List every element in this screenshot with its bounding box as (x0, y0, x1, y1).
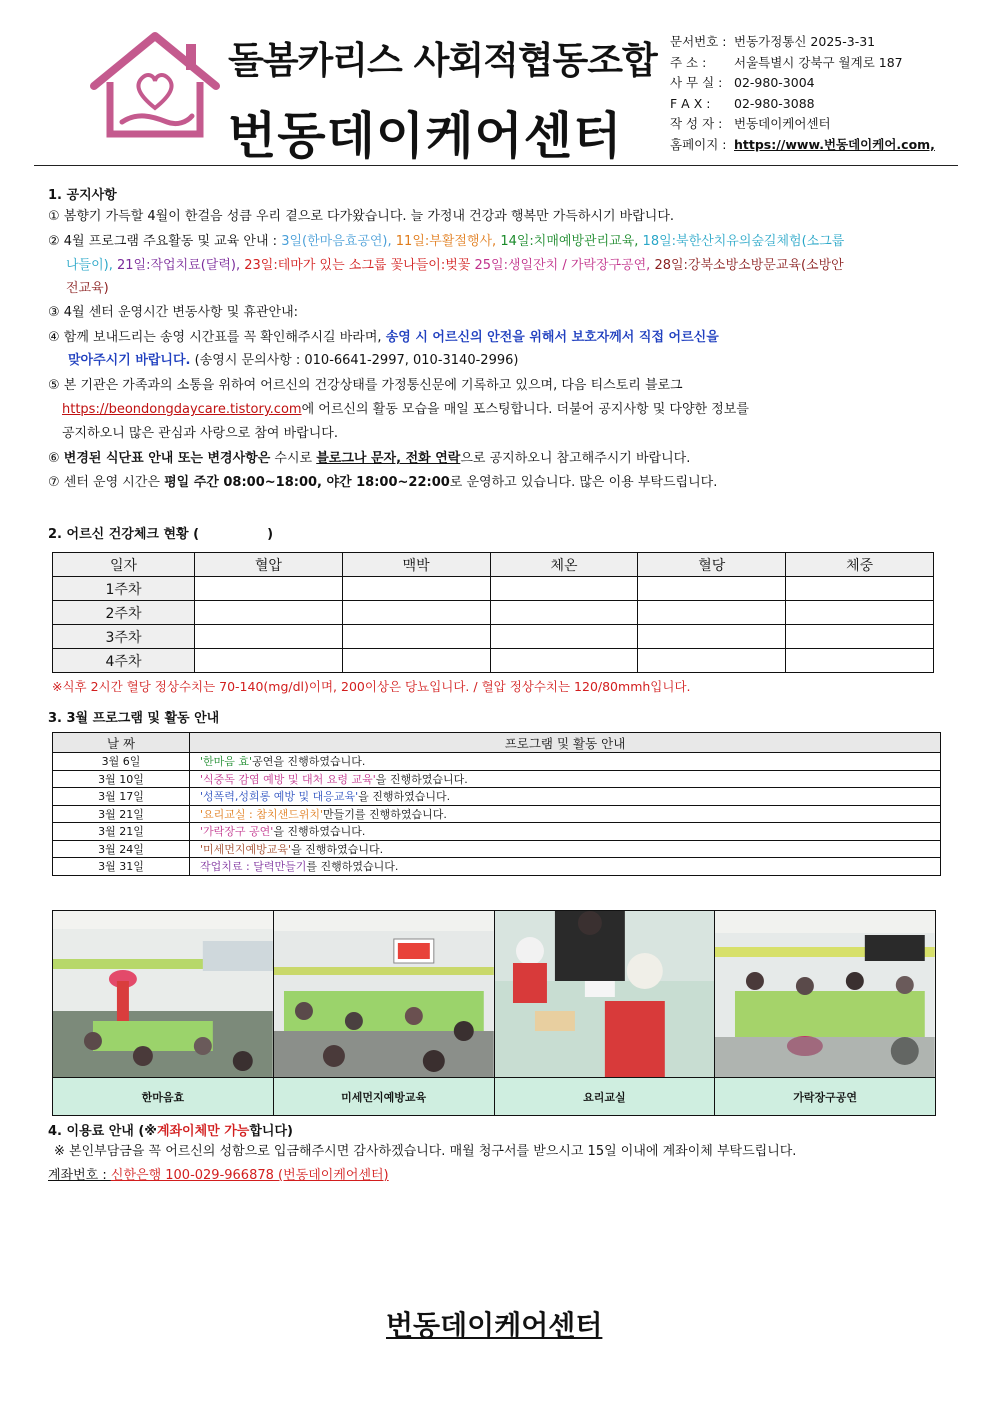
col-program-date: 날 짜 (53, 733, 190, 753)
notice-item-7: ⑦ 센터 운영 시간은 평일 주간 08:00~18:00, 야간 18:00~22:00로 운영하고 있습니다. 많은 이용 부탁드립니다. (48, 475, 718, 490)
health-check-table (52, 552, 934, 673)
notice-item-3: ③ 4월 센터 운영시간 변동사항 및 휴관안내: (48, 305, 299, 320)
notice-title: 1. 공지사항 (48, 188, 117, 203)
table-row: 3월 6일 '한마음 효'공연을 진행하였습니다. (53, 753, 941, 771)
table-row: 3월 10일 '식중독 감염 예방 및 대처 요령 교육'을 진행하였습니다. (53, 770, 941, 788)
col-weight: 체중 (786, 553, 934, 577)
info-fax: F A X : 02-980-3088 (670, 95, 815, 111)
homepage-link[interactable]: https://www.번동데이케어.com, (734, 136, 935, 152)
col-date: 일자 (53, 553, 195, 577)
account-number: 신한은행 100-029-966878 (번동데이케어센터) (110, 1168, 389, 1183)
program-table (52, 732, 941, 876)
health-title: 2. 어르신 건강체크 현황 ( ) (48, 527, 274, 542)
table-row: 3주차 (53, 625, 934, 649)
education-photo[interactable] (274, 911, 494, 1077)
fee-account: 계좌번호 : 신한은행 100-029-966878 (번동데이케어센터) (48, 1168, 389, 1183)
notice-item-6: ⑥ 변경된 식단표 안내 또는 변경사항은 수시로 블로그나 문자, 전화 연락으로 공지하오니 참고해주시기 바랍니다. (48, 451, 691, 466)
notice-item-5-line2: https://beondongdaycare.tistory.com에 어르신의 활동 모습을 매일 포스팅합니다. 더불어 공지사항 및 다양한 정보를 (62, 402, 749, 417)
info-office-phone: 사 무 실 : 02-980-3004 (670, 75, 815, 90)
cooking-photo[interactable] (495, 911, 715, 1077)
program-header-row (53, 733, 941, 753)
header-divider (34, 165, 958, 166)
table-row: 2주차 (53, 601, 934, 625)
photo-caption: 미세먼지예방교육 (274, 1077, 494, 1115)
table-row: 3월 21일 '요리교실 : 참치샌드위치'만들기를 진행하였습니다. (53, 805, 941, 823)
info-address: 주 소 : 서울특별시 강북구 월계로 187 (670, 54, 903, 70)
notice-item-5: ⑤ 본 기관은 가족과의 소통을 위하여 어르신의 건강상태를 가정통신문에 기록하고 있으며, 다음 티스토리 블로그 (48, 378, 683, 393)
photo-card (715, 911, 935, 1115)
fee-notice: ※ 본인부담금을 꼭 어르신의 성함으로 입금해주시면 감사하겠습니다. 매월 청구서를 받으시고 15일 이내에 계좌이체 부탁드립니다. (54, 1144, 797, 1159)
col-blood-sugar: 혈당 (638, 553, 786, 577)
table-row: 4주차 (53, 649, 934, 673)
document-info (670, 32, 935, 155)
photo-caption: 요리교실 (495, 1077, 715, 1115)
table-row: 3월 21일 '가락장구 공연'을 진행하였습니다. (53, 823, 941, 841)
center-logo (82, 26, 228, 150)
notice-item-2-line3: 전교육) (66, 281, 109, 296)
program-title: 3. 3월 프로그램 및 활동 안내 (48, 711, 220, 726)
photo-card (53, 911, 274, 1115)
fee-title: 4. 이용료 안내 (※계좌이체만 가능합니다) (48, 1124, 293, 1139)
photo-caption: 가락장구공연 (715, 1077, 935, 1115)
col-pulse: 맥박 (342, 553, 490, 577)
photo-card (274, 911, 495, 1115)
notice-item-4-line2: 맞아주시기 바랍니다. (송영시 문의사항 : 010-6641-2997, 010-3140-2996) (68, 353, 519, 368)
center-name: 번동데이케어센터 (228, 107, 623, 165)
photo-caption: 한마음효 (53, 1077, 273, 1115)
notice-item-2-line2: 나들이), 21일:작업치료(달력), 23일:테마가 있는 소그룹 꽃나들이:벚꽃 25일:생일잔치 / 가락장구공연, 28일:강북소방소방문교육(소방안 (66, 258, 844, 273)
janggu-photo[interactable] (715, 911, 935, 1077)
table-row: 3월 24일 '미세먼지예방교육'을 진행하였습니다. (53, 840, 941, 858)
health-note: ※식후 2시간 혈당 정상수치는 70-140(mg/dl)이며, 200이상은 당뇨입니다. / 혈압 정상수치는 120/80mmh입니다. (52, 679, 691, 694)
notice-item-4: ④ 함께 보내드리는 송영 시간표를 꼭 확인해주시길 바라며, 송영 시 어르신의 안전을 위해서 보호자께서 직접 어르신을 (48, 330, 719, 345)
table-row: 1주차 (53, 577, 934, 601)
notice-item-5-line3: 공지하오니 많은 관심과 사랑으로 참여 바랍니다. (62, 426, 338, 441)
info-author: 작 성 자 : 번동데이케어센터 (670, 116, 831, 131)
col-temperature: 체온 (490, 553, 638, 577)
org-name: 돌봄카리스 사회적협동조합 (228, 39, 657, 82)
blog-link[interactable]: https://beondongdaycare.tistory.com (62, 402, 302, 417)
table-row: 3월 17일 '성폭력,성희롱 예방 및 대응교육'을 진행하였습니다. (53, 788, 941, 806)
col-program-desc: 프로그램 및 활동 안내 (190, 733, 941, 753)
col-blood-pressure: 혈압 (195, 553, 343, 577)
info-doc-number: 문서번호 : 번동가정통신 2025-3-31 (670, 34, 876, 49)
notice-item-1: ① 봄향기 가득할 4월이 한걸음 성큼 우리 곁으로 다가왔습니다. 늘 가정내 건강과 행복만 가득하시기 바랍니다. (48, 209, 675, 224)
photo-card (495, 911, 716, 1115)
photo-strip (52, 910, 936, 1116)
notice-item-2: ② 4월 프로그램 주요활동 및 교육 안내 : 3일(한마음효공연), 11일:부활절행사, 14일:치매예방관리교육, 18일:북한산치유의숲길체험(소그룹 (48, 234, 845, 249)
footer-title: 번동데이케어센터 (386, 1309, 603, 1342)
info-homepage: 홈페이지 : https://www.번동데이케어.com, (670, 135, 935, 156)
health-header-row (53, 553, 934, 577)
table-row: 3월 31일 작업치료 : 달력만들기를 진행하였습니다. (53, 858, 941, 876)
performance-photo[interactable] (53, 911, 273, 1077)
